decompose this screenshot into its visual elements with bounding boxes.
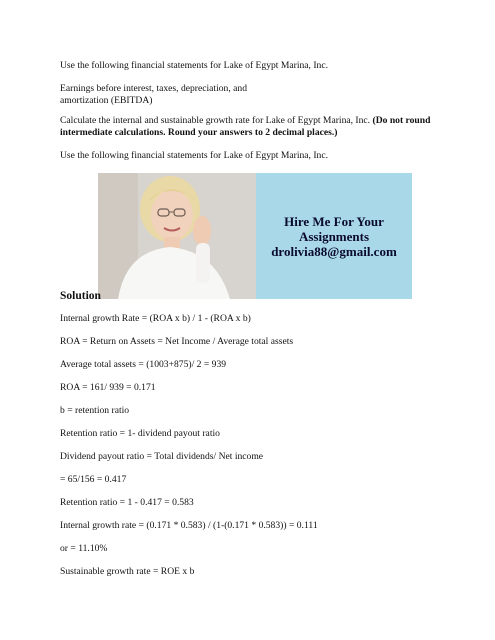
solution-line: ROA = 161/ 939 = 0.171 [60, 382, 156, 393]
solution-line: Sustainable growth rate = ROE x b [60, 566, 195, 577]
woman-with-glasses-illustration [98, 173, 256, 299]
ebitda-label-line1: Earnings before interest, taxes, depreciation, and [60, 83, 248, 94]
email-line: drolivia88@gmail.com [271, 243, 397, 259]
solution-line: = 65/156 = 0.417 [60, 474, 127, 485]
hire-me-panel [256, 173, 412, 299]
question-plain: Calculate the internal and sustainable growth rate for Lake of Egypt Marina, Inc. [60, 115, 371, 126]
solution-line: Average total assets = (1003+875)/ 2 = 939 [60, 359, 227, 370]
woman-photo [98, 173, 256, 299]
intro-text: Use the following financial statements for Lake of Egypt Marina, Inc. [60, 60, 329, 71]
question-bold: (Do not round intermediate calculations. Round your answers to 2 decimal places.) [60, 115, 431, 138]
solution-line: ROA = Return on Assets = Net Income / Average total assets [60, 336, 294, 347]
solution-line: Retention ratio = 1 - 0.417 = 0.583 [60, 497, 194, 508]
solution-line: Dividend payout ratio = Total dividends/ Net income [60, 451, 264, 462]
hire-me-line: Hire Me For Your [284, 213, 384, 229]
question-text [60, 115, 440, 139]
intro-text-repeat: Use the following financial statements for Lake of Egypt Marina, Inc. [60, 150, 329, 161]
assignments-line: Assignments [298, 228, 370, 244]
solution-line: Retention ratio = 1- dividend payout ratio [60, 428, 220, 439]
solution-line: Internal growth rate = (0.171 * 0.583) / (1-(0.171 * 0.583)) = 0.111 [60, 520, 318, 531]
solution-line: Internal growth Rate = (ROA x b) / 1 - (ROA x b) [60, 313, 251, 324]
ebitda-label-line2: amortization (EBITDA) [60, 95, 153, 106]
solution-heading: Solution [60, 290, 101, 302]
solution-line: or = 11.10% [60, 543, 108, 554]
advertisement-banner [98, 173, 412, 299]
solution-line: b = retention ratio [60, 405, 130, 416]
